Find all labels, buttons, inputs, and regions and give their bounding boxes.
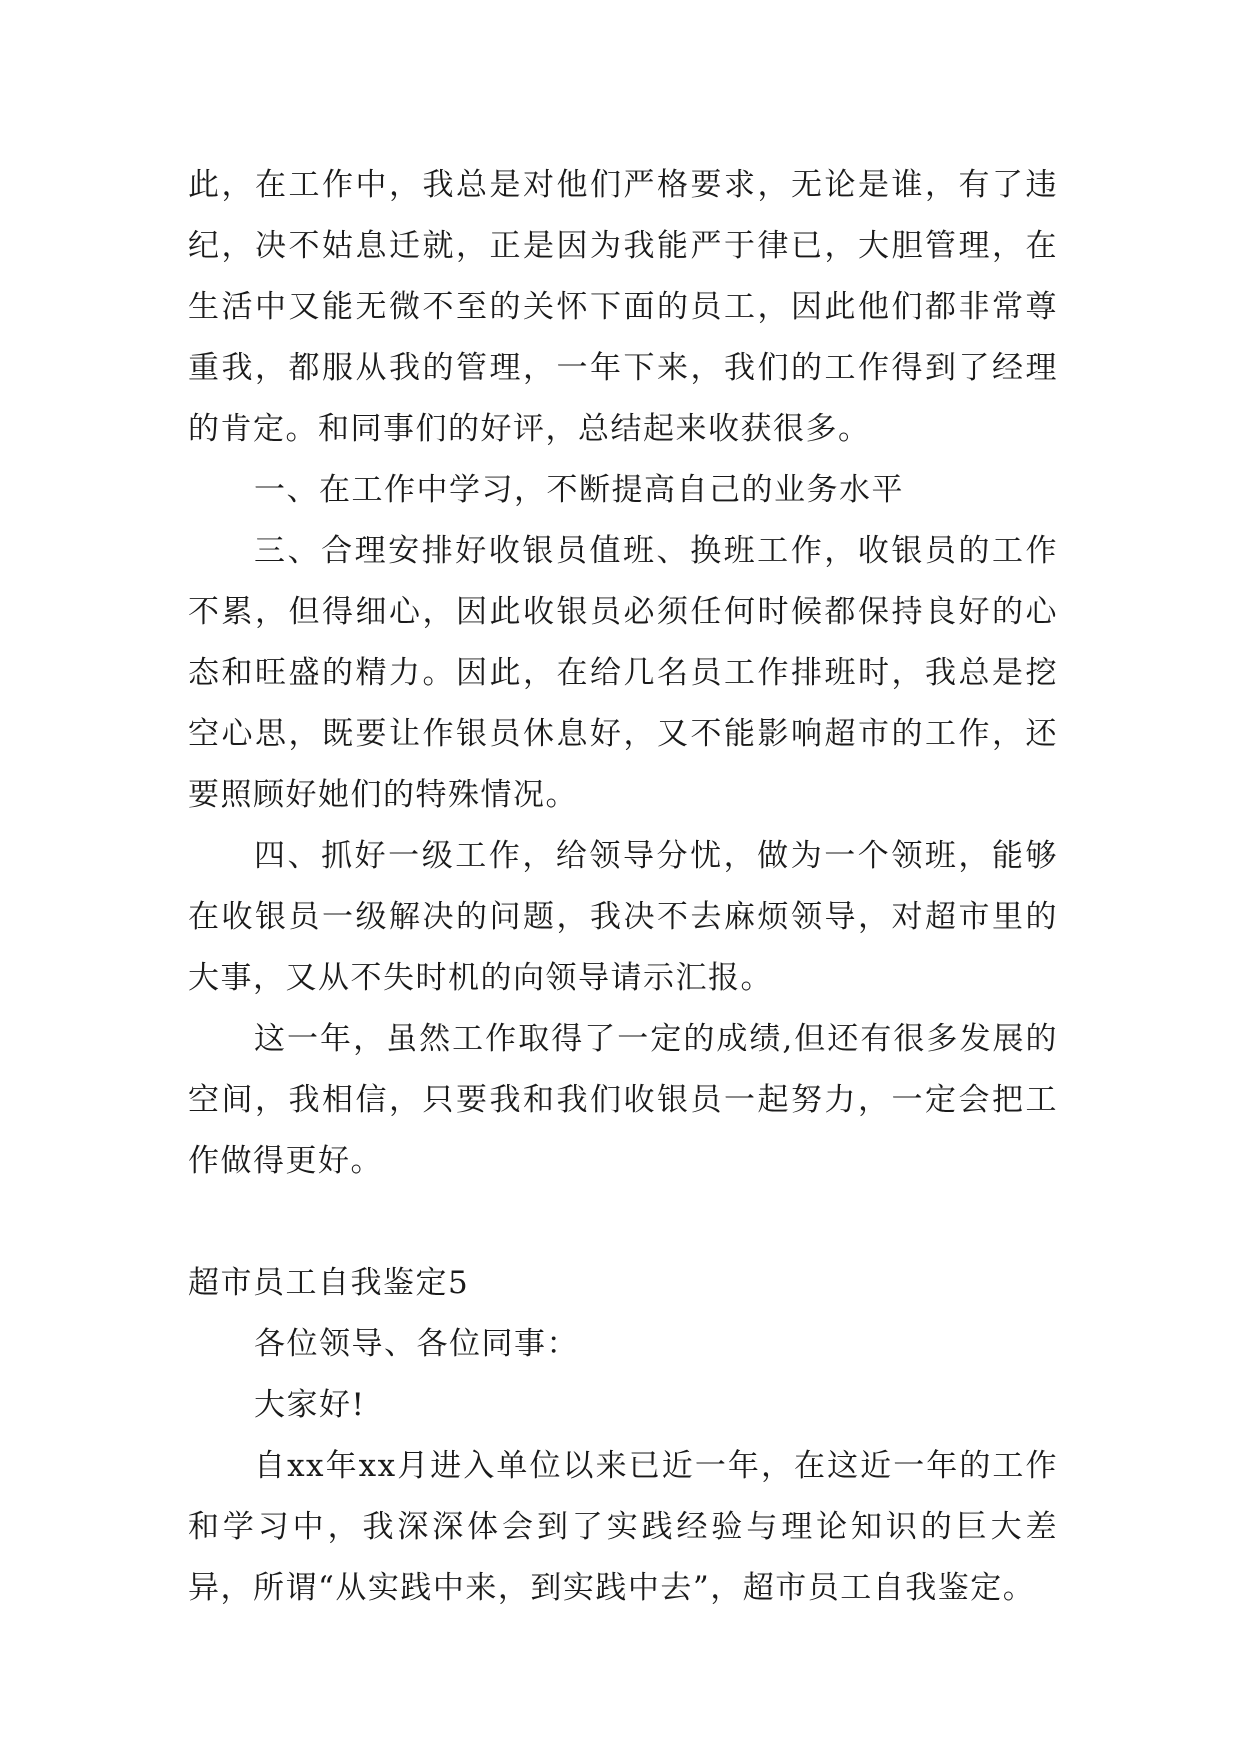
document-page: [188, 155, 1058, 1619]
paragraph-item-three: 三、合理安排好收银员值班、换班工作，收银员的工作不累，但得细心，因此收银员必须任何时候都保持良好的心态和旺盛的精力。因此，在给几名员工作排班时，我总是挖空心思，既要让作银员休息好，又不能影响超市的工作，还要照顾好她们的特殊情况。: [188, 533, 1058, 813]
section-title: 超市员工自我鉴定5: [188, 1265, 470, 1301]
paragraph-conclusion: 这一年，虽然工作取得了一定的成绩,但还有很多发展的空间，我相信，只要我和我们收银员一起努力，一定会把工作做得更好。: [188, 1021, 1058, 1179]
paragraph-item-four: 四、抓好一级工作，给领导分忧，做为一个领班，能够在收银员一级解决的问题，我决不去麻烦领导，对超市里的大事，又从不失时机的向领导请示汇报。: [188, 838, 1058, 996]
paragraph-discipline: 此，在工作中，我总是对他们严格要求，无论是谁，有了违纪，决不姑息迁就，正是因为我能严于律已，大胆管理，在生活中又能无微不至的关怀下面的员工，因此他们都非常尊重我，都服从我的管理，一年下来，我们的工作得到了经理的肯定。和同事们的好评，总结起来收获很多。: [188, 167, 1058, 447]
paragraph-salutation: 各位领导、各位同事：: [254, 1326, 579, 1362]
section-gap: [188, 1192, 1058, 1253]
paragraph-intro: 自xx年xx月进入单位以来已近一年，在这近一年的工作和学习中，我深深体会到了实践经验与理论知识的巨大差异，所谓“从实践中来，到实践中去”，超市员工自我鉴定。: [188, 1448, 1058, 1606]
paragraph-item-one: 一、在工作中学习，不断提高自己的业务水平: [254, 472, 904, 508]
paragraph-greeting: 大家好!: [254, 1387, 366, 1423]
